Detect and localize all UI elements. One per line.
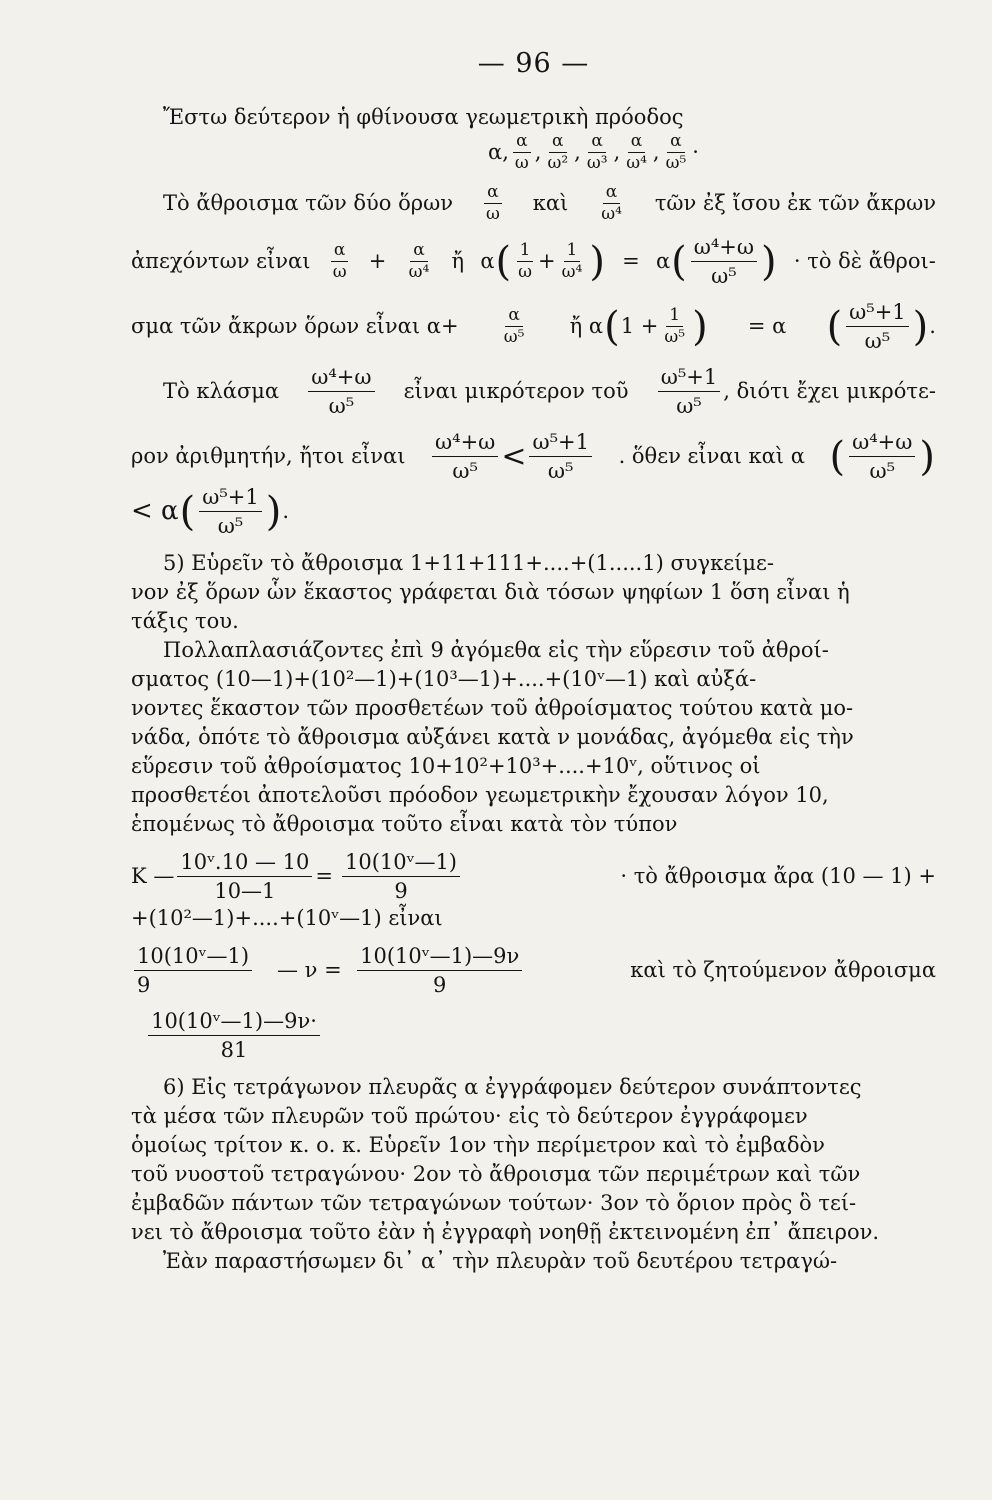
fraction: $\frac{1}{\omega}$ — [518, 240, 533, 282]
fraction: $\frac{\alpha}{\omega}$ — [332, 240, 347, 282]
intro-line: Ἔστω δεύτερον ἡ φθίνουσα γεωμετρικὴ πρόοδος — [163, 105, 684, 129]
paragraph-problem-6 — [131, 1073, 936, 1247]
equation-result — [131, 1008, 936, 1063]
series-term: $\frac{\alpha}{\omega}$ — [514, 131, 529, 173]
text-line: Πολλαπλασιάζοντες ἐπὶ 9 ἀγόμεθα εἰς τὴν εὕρεσιν τοῦ ἀθροί- — [163, 638, 829, 662]
text-line: προσθετέοι ἀποτελοῦσι πρόοδον γεωμετρικὴν ἔχουσαν λόγον 10, — [131, 783, 829, 807]
fraction: $\frac{\alpha}{\text{ω⁴}}$ — [408, 240, 430, 282]
text-line: τοῦ νυοστοῦ τετραγώνου· 2ον τὸ ἄθροισμα τῶν περιμέτρων καὶ τῶν — [131, 1162, 861, 1186]
paren-group: α ( $\frac{1}{\omega}$ + $\frac{1}{\text{ω⁴}}$ ) — [480, 238, 605, 285]
paragraph-multiplication — [131, 636, 936, 839]
series-term: $\frac{\alpha}{\text{ω²}}$ — [547, 131, 569, 173]
separator: , — [652, 140, 660, 164]
fraction: $\frac{1}{\text{ω⁵}}$ — [664, 305, 686, 347]
fraction: $\frac{\text{ω⁵+1}}{\text{ω⁵}}$ — [846, 299, 909, 354]
fraction: $\frac{\text{10(10ᵛ—1)—9ν·}}{81}$ — [134, 1008, 334, 1063]
separator: , — [574, 140, 581, 164]
fraction: $\frac{\text{ω⁴+ω}}{\text{ω⁵}}$ — [691, 234, 757, 289]
equation-sum: $\frac{\text{10(10ᵛ—1)}}{9}$ — ν = $\frac{\text{10(10ᵛ—1)—9ν}}{9}$ καὶ τὸ ζητούμενον ἄθροισμα — [131, 943, 936, 998]
fraction: $\frac{\text{10ᵛ.10 — 10}}{10—1}$ — [177, 849, 312, 904]
text-line: νάδα, ὁπότε τὸ ἄθροισμα αὐξάνει κατὰ ν μονάδας, ἀγόμεθα εἰς τὴν — [131, 725, 854, 749]
text-line: σματος (10—1)+(10²—1)+(10³—1)+....+(10ᵛ—1) καὶ αὐξά- — [131, 667, 757, 691]
equation-k: Κ — $\frac{\text{10ᵛ.10 — 10}}{10—1}$ = $\frac{\text{10(10ᵛ—1)}}{9}$ · τὸ ἄθροισμα ἄρα (10 — 1) + — [131, 850, 936, 903]
text-line: νον ἐξ ὅρων ὧν ἕκαστος γράφεται διὰ τόσων ψηφίων 1 ὅση εἶναι ἡ — [131, 580, 850, 604]
text-line: νοντες ἕκαστον τῶν προσθετέων τοῦ ἀθροίσματος τούτου κατὰ μο- — [131, 696, 854, 720]
text-line: 6) Εἰς τετράγωνον πλευρᾶς α ἐγγράφομεν δεύτερον συνάπτοντες — [163, 1075, 862, 1099]
text-line: εὕρεσιν τοῦ ἀθροίσματος 10+10²+10³+....+10ᵛ, οὕτινος οἱ — [131, 754, 761, 778]
text-line: νει τὸ ἄθροισμα τοῦτο ἐὰν ἡ ἐγγραφὴ νοηθῇ ἐκτεινομένη ἐπ᾽ ἄπειρον. — [131, 1220, 880, 1244]
paren-group: α ( $\frac{\text{ω⁴+ω}}{\text{ω⁵}}$ ) — [655, 235, 777, 288]
text-line-5: ρον ἀριθμητήν, ἤτοι εἶναι $\frac{\text{ω⁴+ω}}{\text{ω⁵}}$ < $\frac{\text{ω⁵+1}}{\text{ω⁵}}$ . ὅθεν εἶναι καὶ α ( $\frac{\text{ω⁴+ω}}{\text{ω⁵}}$ ) — [131, 430, 935, 483]
text-line: ὁμοίως τρίτον κ. ο. κ. Εὑρεῖν 1ον τὴν περίμετρον καὶ τὸ ἐμβαδὸν — [131, 1133, 825, 1157]
separator: · — [692, 140, 699, 164]
fraction: $\frac{\text{ω⁴+ω}}{\text{ω⁵}}$ — [432, 429, 498, 484]
text-line: τὰ μέσα τῶν πλευρῶν τοῦ πρώτου· εἰς τὸ δεύτερον ἐγγράφομεν — [131, 1104, 808, 1128]
fraction: $\frac{1}{\text{ω⁴}}$ — [561, 240, 583, 282]
fraction: $\frac{\text{ω⁴+ω}}{\text{ω⁵}}$ — [849, 429, 915, 484]
text-line: τάξις του. — [131, 609, 239, 633]
fraction: $\frac{\text{10(10ᵛ—1)}}{9}$ — [134, 943, 274, 998]
fraction: $\frac{\text{ω⁵+1}}{\text{ω⁵}}$ — [658, 364, 721, 419]
text-line-2: ἀπεχόντων εἶναι $\frac{\alpha}{\omega}$ + $\frac{\alpha}{\text{ω⁴}}$ ἤ α ( $\frac{1}{\omega}$ + $\frac{1}{\text{ω⁴}}$ ) = α ( $\frac{\text{ω⁴+ω}}{\text{ω⁵}}$ ) · τὸ δὲ ἄθροι- — [131, 235, 936, 288]
text-line-7: +(10²—1)+....+(10ᵛ—1) εἶναι — [131, 906, 443, 930]
page-number: — 96 — — [477, 48, 590, 79]
series-line: α, $\frac{\alpha}{\omega}$ , $\frac{\alpha}{\text{ω²}}$ , $\frac{\alpha}{\text{ω³}}$ , $\frac{\alpha}{\text{ω⁴}}$ , $\frac{\alpha}{\text{ω⁵}}$ · — [488, 131, 699, 173]
fraction: $\frac{\text{10(10ᵛ—1)—9ν}}{9}$ — [345, 943, 535, 998]
text-line-4: Τὸ κλάσμα $\frac{\text{ω⁴+ω}}{\text{ω⁵}}$ εἶναι μικρότερον τοῦ $\frac{\text{ω⁵+1}}{\text{ω⁵}}$ , διότι ἔχει μικρότε- — [163, 365, 936, 418]
fraction: $\frac{\text{ω⁵+1}}{\text{ω⁵}}$ — [199, 484, 262, 539]
separator: , — [534, 140, 542, 164]
fraction: $\frac{\text{ω⁴+ω}}{\text{ω⁵}}$ — [308, 364, 374, 419]
series-term: $\frac{\alpha}{\text{ω³}}$ — [586, 131, 608, 173]
series-term: $\frac{\alpha}{\text{ω⁵}}$ — [665, 131, 687, 173]
fraction: $\frac{\alpha}{\omega}$ — [485, 182, 500, 224]
text-line-3: σμα τῶν ἄκρων ὅρων εἶναι α+ $\frac{\alpha}{\text{ω⁵}}$ ἤ α ( 1 + $\frac{1}{\text{ω⁵}}$ ) = α ( $\frac{\text{ω⁵+1}}{\text{ω⁵}}$ ) . — [131, 300, 936, 353]
paragraph-problem-5 — [131, 549, 936, 636]
separator: , — [613, 140, 621, 164]
fraction: $\frac{\text{ω⁵+1}}{\text{ω⁵}}$ — [529, 429, 592, 484]
text-line-6: < α ( $\frac{\text{ω⁵+1}}{\text{ω⁵}}$ ) . — [131, 485, 290, 538]
fraction: $\frac{\alpha}{\text{ω⁵}}$ — [503, 305, 525, 347]
series-term: $\frac{\alpha}{\text{ω⁴}}$ — [626, 131, 647, 173]
text-line: ἑπομένως τὸ ἄθροισμα τοῦτο εἶναι κατὰ τὸν τύπον — [131, 812, 678, 836]
text-line: 5) Εὑρεῖν τὸ ἄθροισμα 1+11+111+....+(1.....1) συγκείμε- — [163, 551, 774, 575]
fraction: $\frac{\text{10(10ᵛ—1)}}{9}$ — [336, 849, 466, 904]
text-line: ἐμβαδῶν πάντων τῶν τετραγώνων τούτων· 3ον τὸ ὅριον πρὸς ὃ τεί- — [131, 1191, 857, 1215]
text-line-1: Τὸ ἄθροισμα τῶν δύο ὅρων $\frac{\alpha}{\omega}$ καὶ $\frac{\alpha}{\text{ω⁴}}$ τῶν ἐξ ἴσου ἐκ τῶν ἄκρων — [163, 182, 936, 224]
series-terms — [509, 132, 699, 173]
fraction: $\frac{\alpha}{\text{ω⁴}}$ — [601, 182, 622, 224]
last-line: Ἐὰν παραστήσωμεν δι᾽ α᾽ τὴν πλευρὰν τοῦ δευτέρου τετραγώ- — [163, 1249, 838, 1273]
